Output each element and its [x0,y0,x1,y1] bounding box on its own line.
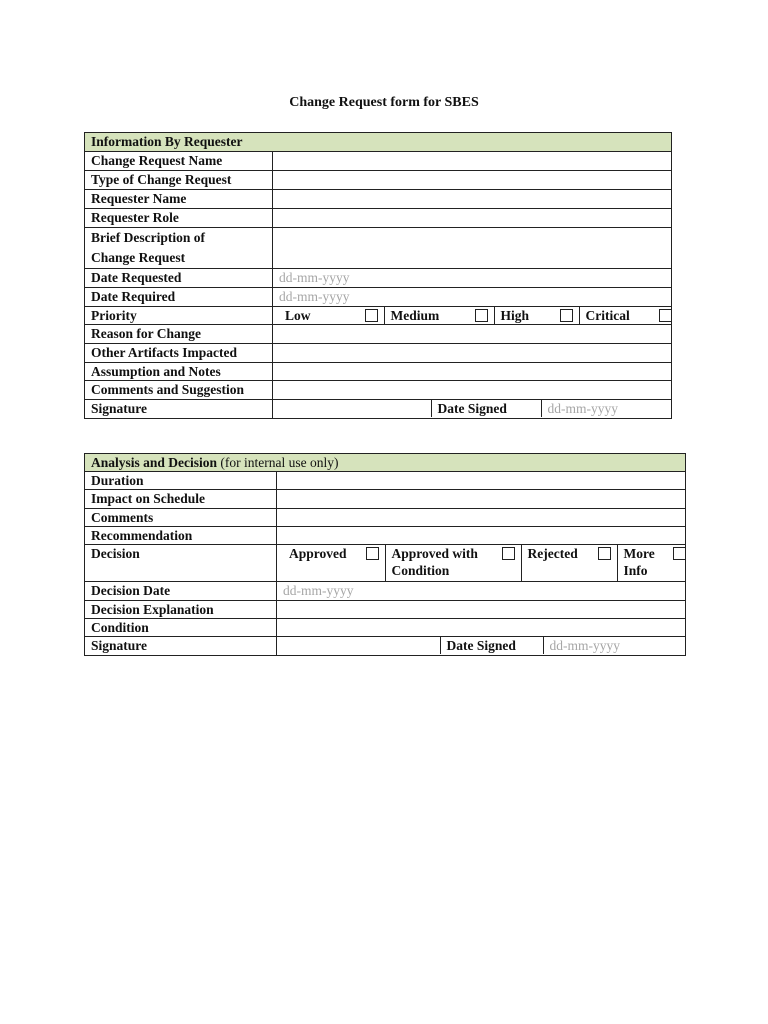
analysis-date-signed-label: Date Signed [440,637,543,654]
assumptions-label: Assumption and Notes [85,363,273,381]
analysis-section-header [85,454,686,472]
decision-date-label: Decision Date [85,582,277,601]
date-required-field[interactable]: dd-mm-yyyy [273,288,672,307]
duration-field[interactable] [277,472,686,490]
decision-approved-checkbox[interactable] [366,547,379,560]
decision-more-info-line1: More [623,546,655,561]
decision-approved-with-condition-label [392,545,478,579]
change-request-type-label: Type of Change Request [85,171,273,190]
requester-signature-label: Signature [85,400,273,419]
requester-date-signed-label: Date Signed [431,400,541,417]
requester-role-field[interactable] [273,209,672,228]
brief-description-label-line1: Brief Description of [91,230,205,245]
change-request-name-label: Change Request Name [85,152,273,171]
decision-approved-label: Approved [289,546,347,561]
decision-date-field[interactable]: dd-mm-yyyy [277,582,686,601]
requester-role-label: Requester Role [85,209,273,228]
decision-options [277,545,686,582]
decision-option-rejected[interactable] [521,545,617,581]
analysis-decision-table [84,453,686,656]
priority-high-label: High [500,308,530,323]
comments-suggestion-field[interactable] [273,381,672,400]
requester-info-table [84,132,672,419]
impact-schedule-field[interactable] [277,490,686,509]
condition-label: Condition [85,619,277,637]
priority-medium-label: Medium [390,308,440,323]
priority-option-critical[interactable] [579,307,672,324]
analysis-header-note: (for internal use only) [220,455,339,470]
artifacts-label: Other Artifacts Impacted [85,344,273,363]
analysis-date-signed-field[interactable]: dd-mm-yyyy [543,637,686,654]
assumptions-field[interactable] [273,363,672,381]
decision-option-approved-with-condition[interactable] [385,545,521,581]
decision-label: Decision [85,545,277,582]
priority-low-label: Low [285,308,311,323]
priority-option-low[interactable] [279,307,384,324]
decision-approved-with-condition-checkbox[interactable] [502,547,515,560]
brief-description-field[interactable] [273,228,672,269]
decision-approved-with-line2: Condition [391,563,450,578]
decision-explanation-label: Decision Explanation [85,601,277,619]
date-requested-label: Date Requested [85,269,273,288]
brief-description-label [85,228,273,269]
decision-more-info-line2: Info [623,563,648,578]
reason-label: Reason for Change [85,325,273,344]
priority-low-checkbox[interactable] [365,309,378,322]
decision-explanation-field[interactable] [277,601,686,619]
comments-suggestion-label: Comments and Suggestion [85,381,273,400]
analysis-header-title: Analysis and Decision [91,455,221,470]
recommendation-label: Recommendation [85,527,277,545]
priority-medium-checkbox[interactable] [475,309,488,322]
analysis-signature-row [277,637,686,656]
analysis-signature-field[interactable] [283,637,440,654]
analysis-comments-label: Comments [85,509,277,527]
recommendation-field[interactable] [277,527,686,545]
requester-name-field[interactable] [273,190,672,209]
priority-critical-checkbox[interactable] [659,309,672,322]
brief-description-label-line2: Change Request [91,250,186,265]
impact-schedule-label: Impact on Schedule [85,490,277,509]
decision-more-info-label [624,545,655,579]
analysis-signature-label: Signature [85,637,277,656]
priority-option-high[interactable] [494,307,579,324]
decision-option-more-info[interactable] [617,545,686,581]
condition-field[interactable] [277,619,686,637]
reason-field[interactable] [273,325,672,344]
priority-high-checkbox[interactable] [560,309,573,322]
form-title: Change Request form for SBES [289,95,479,110]
requester-date-signed-field[interactable]: dd-mm-yyyy [541,400,672,417]
priority-options [273,307,672,325]
requester-signature-row [273,400,672,419]
decision-rejected-label: Rejected [527,546,578,561]
priority-critical-label: Critical [585,308,630,323]
artifacts-field[interactable] [273,344,672,363]
decision-approved-with-line1: Approved with [391,546,478,561]
priority-option-medium[interactable] [384,307,494,324]
change-request-type-field[interactable] [273,171,672,190]
change-request-name-field[interactable] [273,152,672,171]
priority-label: Priority [85,307,273,325]
decision-rejected-checkbox[interactable] [598,547,611,560]
decision-more-info-checkbox[interactable] [673,547,686,560]
date-required-label: Date Required [85,288,273,307]
analysis-comments-field[interactable] [277,509,686,527]
requester-name-label: Requester Name [85,190,273,209]
duration-label: Duration [85,472,277,490]
date-requested-field[interactable]: dd-mm-yyyy [273,269,672,288]
decision-option-approved[interactable] [283,545,385,581]
requester-section-header: Information By Requester [85,133,672,152]
requester-signature-field[interactable] [279,400,431,417]
